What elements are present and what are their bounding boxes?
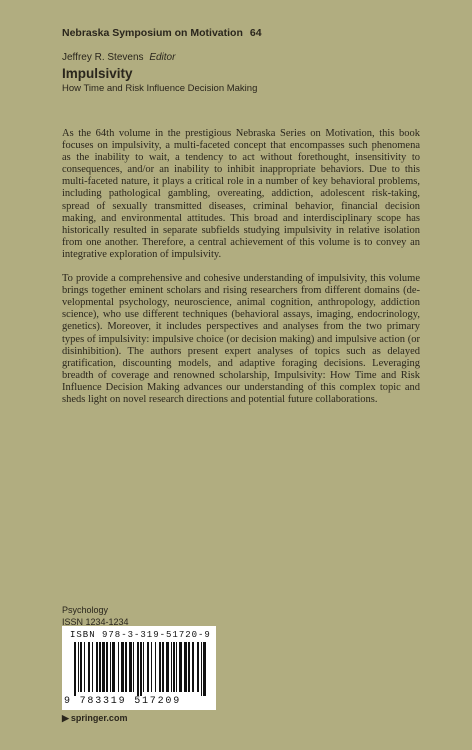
editor-name: Jeffrey R. Stevens [62,52,144,63]
footer-info [62,605,129,628]
cover-header [62,27,422,94]
publisher-url: springer.com [70,713,128,723]
isbn-text: ISBN 978-3-319-51720-9 [70,630,211,640]
book-subtitle: How Time and Risk Influence Decision Making [62,83,258,94]
blurb-paragraph-1: As the 64th volume in the prestigious Nebraska Series on Motivation, this book focuses on impulsivity, a multi-faceted concept that encompasses such phenomena as the inability to wait, a tendency to act without forethought, insensitivity to consequences, and/or an inability to inhibit inappropriate behaviors. Due to this multi-faceted nature, it plays a critical role in a number of key behavioral problems, including pathological gambling, overeating, addiction, adolescent risk-taking, spread of sexually transmitted diseases, criminal behavior, financial decision making, and environmental attitudes. This broad and interdisciplinary scope has historically resulted in separate subfields studying impulsivity in relative isolation from one another. Therefore, a central achievement of this volume is to convey an integrative exploration of impulsivity. [62,128,420,260]
arrow-icon: ▶ [62,713,69,723]
subject-label: Psychology [62,605,109,615]
volume-number: 64 [249,27,262,39]
blurb [62,128,420,418]
publisher-link[interactable] [62,713,127,724]
blurb-paragraph-2: To provide a comprehensive and cohesive understanding of impulsivity, this volume brings together eminent scholars and rising researchers from different domains (developmental psychology, neuroscience, animal cognition, anthropology, addiction science), who use different techniques (behavioral assays, imaging, endocrinology, genetics). Moreover, it includes perspectives and analyses from the two primary types of impulsivity: impulsive choice (or decision making) and impulsive action (or disinhibition). The authors present expert analyses of topics such as delayed gratification, discounting models, and adaptive foraging decisions. Leveraging breadth of coverage and renowned scholarship, Impulsivity: How Time and Risk Influence Decision Making advances our understanding of this complex topic and sheds light on novel research directions and potential future collaborations. [62,273,420,405]
editor-role: Editor [149,52,176,63]
barcode-digits: 9 783319 517209 [64,696,182,707]
issn-label: ISSN 1234-1234 [62,616,129,627]
series-line [62,27,422,39]
series-name: Nebraska Symposium on Motivation [62,27,243,39]
editor-line [62,52,422,63]
barcode-bars [68,642,210,696]
book-title: Impulsivity [62,66,133,81]
isbn-barcode [62,626,216,710]
